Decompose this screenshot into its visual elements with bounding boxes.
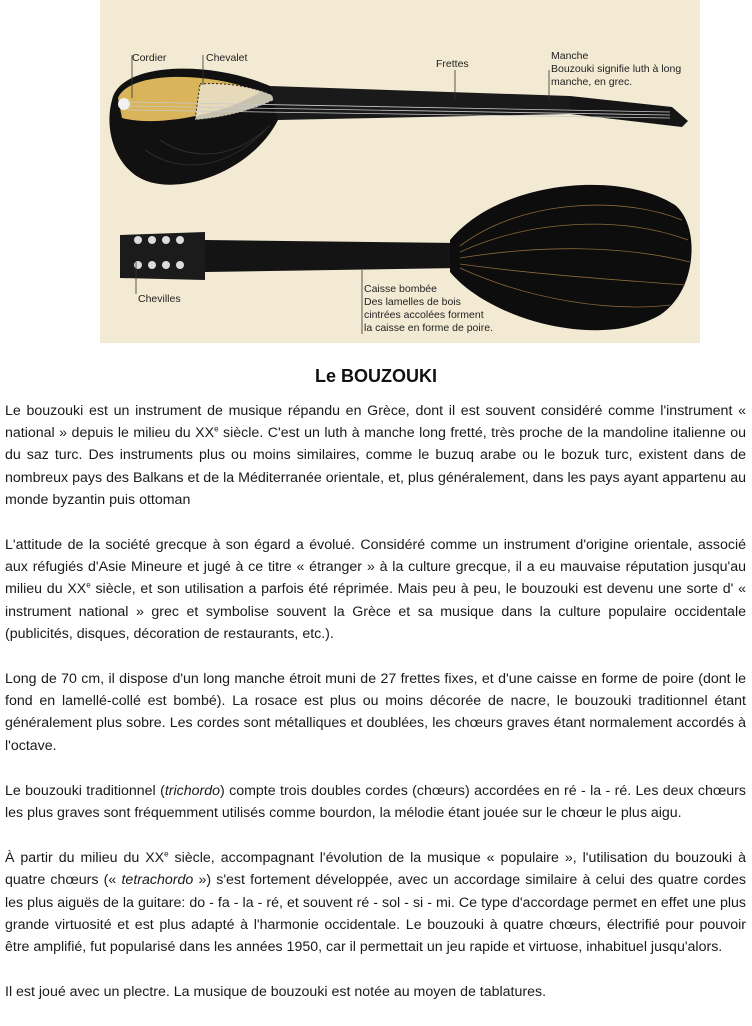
- label-frettes: Frettes: [436, 58, 469, 70]
- label-chevilles: Chevilles: [138, 293, 181, 305]
- label-caisse-desc-2: cintrées accolées forment: [364, 309, 484, 321]
- label-caisse: Caisse bombée: [364, 283, 437, 295]
- label-cordier: Cordier: [132, 52, 167, 64]
- paragraph-attitude: L'attitude de la société grecque à son égard a évolué. Considéré comme un instrument d'origine orientale, associé aux réfugiés d'Asie Mineure et jugé à ce titre « étranger » à la culture grecque, il a eu mauvaise réputation jusqu'au milieu du XXe siècle, et son utilisation a parfois été réprimée. Mais peu à peu, le bouzouki est devenu une sorte d' « instrument national » grec et symbolise souvent la Grèce et sa musique dans la culture populaire occidentale (publicités, disques, décoration de restaurants, etc.).: [5, 537, 746, 642]
- paragraph-intro: Le bouzouki est un instrument de musique répandu en Grèce, dont il est souvent considéré comme l'instrument « national » depuis le milieu du XXe siècle. C'est un luth à manche long fretté, très proche de la mandoline italienne ou du saz turc. Des instruments plus ou moins similaires, comme le buzuq arabe ou le bozuk turc, existent dans de nombreux pays des Balkans et de la Méditerranée orientale, et, plus généralement, dans les pays ayant appartenu au monde byzantin puis ottoman: [5, 403, 746, 508]
- label-chevalet: Chevalet: [206, 52, 248, 64]
- paragraph-description: Long de 70 cm, il dispose d'un long manche étroit muni de 27 frettes fixes, et d'une caisse en forme de poire (dont le fond en lamellé-collé est bombé). La rosace est plus ou moins décorée de nacre, le bouzouki traditionnel étant généralement plus sobre. Les cordes sont métalliques et doublées, les chœurs graves étant normalement accordés à l'octave.: [5, 671, 746, 754]
- label-caisse-desc-1: Des lamelles de bois: [364, 296, 461, 308]
- label-caisse-desc-3: la caisse en forme de poire.: [364, 322, 493, 334]
- paragraph-trichordo: Le bouzouki traditionnel (trichordo) compte trois doubles cordes (chœurs) accordées en ré - la - ré. Les deux chœurs les plus graves sont fréquemment utilisés comme bourdon, la mélodie étant jouée sur le chœur le plus aigu.: [5, 782, 746, 822]
- bouzouki-figure: [100, 0, 700, 343]
- article-body: [5, 400, 746, 1026]
- label-manche-desc-1: Bouzouki signifie luth à long: [551, 63, 682, 75]
- label-manche-desc-2: manche, en grec.: [551, 76, 633, 88]
- paragraph-plectre: Il est joué avec un plectre. La musique de bouzouki est notée au moyen de tablatures.: [5, 984, 547, 1001]
- label-manche: Manche: [551, 50, 589, 62]
- paragraph-tetrachordo: À partir du milieu du XXe siècle, accompagnant l'évolution de la musique « populaire », l'utilisation du bouzouki à quatre chœurs (« tetrachordo ») s'est fortement développée, avec un accordage similaire à celui des quatre cordes les plus aiguës de la guitare: do - fa - la - ré, et souvent ré - sol - si - mi. Ce type d'accordage permet en effet une plus grande virtuosité et est plus adapté à l'harmonie occidentale. Le bouzouki à quatre chœurs, électrifié pour pouvoir être amplifié, fut popularisé dans les années 1950, car il permettait un jeu rapide et virtuose, inhabituel jusqu'alors.: [5, 849, 746, 956]
- page-title: Le BOUZOUKI: [314, 366, 437, 386]
